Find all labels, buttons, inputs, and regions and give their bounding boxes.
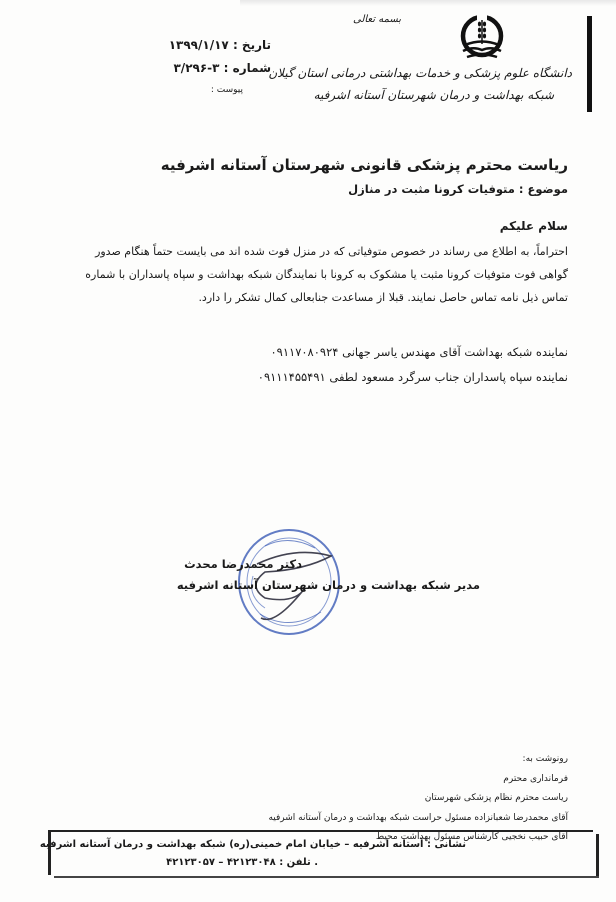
cc-item: ریاست محترم نظام پزشکی شهرستان bbox=[424, 793, 568, 803]
university-name: دانشگاه علوم پزشکی و خدمات بهداشتی درمانی استان گیلان bbox=[268, 66, 572, 80]
cc-list bbox=[268, 750, 568, 848]
body-line: احتراماً، به اطلاع می رساند در خصوص متوفیاتی که در منزل فوت شده اند می بایست حتماً هنگام صدور bbox=[95, 245, 568, 258]
attachment-label: پیوست : bbox=[210, 85, 243, 95]
signatory-title: مدیر شبکه بهداشت و درمان شهرستان آستانه اشرفیه bbox=[176, 578, 480, 592]
date-label: تاریخ : bbox=[232, 38, 271, 52]
footer-border-right bbox=[596, 834, 599, 876]
number-label: شماره : bbox=[223, 61, 271, 75]
date-field bbox=[169, 38, 271, 52]
footer-border-bottom bbox=[54, 876, 599, 878]
cc-item: آقای محمدرضا شعبانزاده مسئول حراست شبکه بهداشت و درمان آستانه اشرفیه bbox=[268, 812, 568, 823]
body-paragraph bbox=[28, 240, 568, 309]
signatory-name: دکتر محمدرضا محدث bbox=[184, 557, 302, 571]
letterhead-vertical-bar bbox=[587, 16, 592, 112]
footer-phone: . تلفن : ۴۲۱۲۳۰۴۸ – ۴۲۱۲۳۰۵۷ bbox=[166, 857, 318, 868]
basmala: بسمه تعالی bbox=[353, 14, 402, 25]
date-value: ۱۳۹۹/۱/۱۷ bbox=[168, 38, 229, 52]
footer-border-top bbox=[48, 830, 593, 832]
cc-item: آقای حبیب نخجیی کارشناس مسئول بهداشت محیط bbox=[375, 832, 568, 842]
number-field bbox=[173, 61, 271, 75]
network-name: شبکه بهداشت و درمان شهرستان آستانه اشرفیه bbox=[313, 88, 554, 102]
body-line: تماس ذیل نامه تماس حاصل نمایند. قبلا از مساعدت جنابعالی کمال تشکر را دارد. bbox=[198, 291, 568, 304]
representative-health-network: نماینده شبکه بهداشت آقای مهندس یاسر جهانی ۰۹۱۱۷۰۸۰۹۲۴ bbox=[270, 345, 568, 359]
footer-border-left bbox=[48, 830, 51, 875]
recipient-heading: ریاست محترم پزشکی قانونی شهرستان آستانه اشرفیه bbox=[160, 156, 568, 174]
greeting: سلام علیکم bbox=[499, 219, 568, 233]
body-line: گواهی فوت متوفیات کرونا مثبت یا مشکوک به کرونا با نمایندگان شبکه بهداشت و سپاه پاسداران با شماره bbox=[85, 268, 568, 281]
number-value: ۳-۳/۲۹۶ bbox=[173, 61, 220, 75]
wheat-emblem-icon bbox=[457, 12, 507, 64]
cc-item: فرمانداری محترم bbox=[503, 773, 568, 784]
subject-line: موضوع : متوفیات کرونا مثبت در منازل bbox=[348, 182, 568, 196]
footer-address: نشانی : آستانه اشرفیه – خیابان امام خمینی(ره) شبکه بهداشت و درمان آستانه اشرفیه bbox=[39, 839, 466, 850]
scan-edge-shadow bbox=[240, 0, 616, 6]
representative-irgc: نماینده سپاه پاسداران جناب سرگرد مسعود لطفی ۰۹۱۱۱۴۵۵۴۹۱ bbox=[257, 370, 568, 384]
cc-heading: رونوشت به: bbox=[522, 754, 568, 764]
